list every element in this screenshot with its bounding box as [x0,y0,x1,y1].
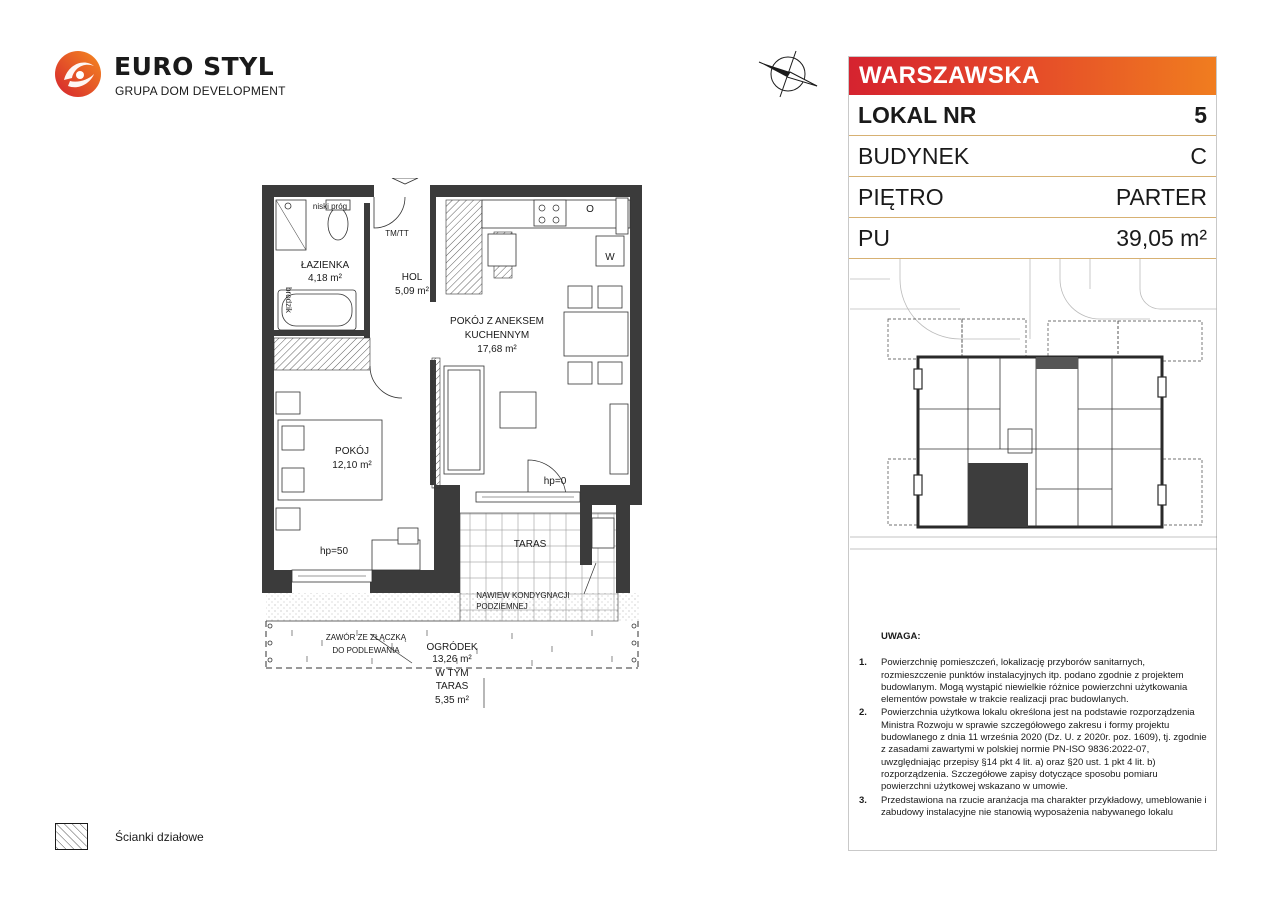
note-item [859,795,1209,820]
floor-value: PARTER [1115,183,1207,210]
living-area: 17,68 m² [477,344,517,355]
garden-incl-2: TARAS [435,681,469,692]
room-area: 12,10 m² [332,460,372,471]
valve-note-2: DO PODLEWANIA [332,646,400,655]
note-number: 3. [859,794,867,806]
info-row-area [849,218,1216,259]
building-label: BUDYNEK [858,142,970,169]
hatch-swatch-icon [55,823,88,850]
note-item [859,657,1209,706]
investment-name: WARSZAWSKA [849,57,1216,95]
note-number: 1. [859,657,867,669]
valve-note-1: ZAWÓR ZE ZŁĄCZKĄ [325,633,407,642]
bathroom-area: 4,18 m² [308,273,342,284]
overhang-note-1: NAWIEW KONDYGNACJI [476,591,570,600]
living-name-2: KUCHENNYM [464,330,530,341]
info-row-floor [849,177,1216,218]
notes [859,631,1209,820]
floor-plan-drawing [262,178,644,708]
notes-title: UWAGA: [881,631,921,642]
floor-plan [262,178,644,708]
tm-tt-note: TM/TT [385,229,409,238]
floor-label: PIĘTRO [858,183,944,210]
sill-room: hp=50 [319,546,349,557]
legend [55,823,255,851]
terrace-name: TARAS [513,539,547,550]
note-text: Przedstawiona na rzucie aranżacja ma charakter przykładowy, umeblowanie i zabudowy instalacyjne nie stanowią wyposażenia nabywanego lokalu [881,794,1207,818]
building-value: C [1190,142,1207,169]
shower-note: brodzik [284,287,293,313]
brand-name: EURO STYL [114,52,275,81]
overhang-note-2: PODZIEMNEJ [476,602,528,611]
garden-incl-area: 5,35 m² [435,695,469,706]
bathroom-name: ŁAZIENKA [300,260,350,271]
note-number: 2. [859,707,867,719]
euro-styl-logo-icon [54,50,102,98]
brand-tagline: GRUPA DOM DEVELOPMENT [115,84,286,98]
note-text: Powierzchnia użytkowa lokalu określona jest na podstawie rozporządzenia Ministra Rozwoju w sprawie szczegółowego zakresu i formy projektu budowlanego z dnia 11 września 2020 (Dz. U. z 2020r. poz. 1609), tj. zgodnie z zasadami zawartymi w polskiej normie PN-ISO 9836:2022-07, uwzględniając przepisy §14 pkt 4 lit. a) oraz §20 ust. 1 pkt 4 lit. b) rozporządzenia. Szczegółowe zapisy dotyczące sposobu pomiaru powierzchni użytkowej wskazano w umowie. [881,707,1207,793]
north-arrow-icon [756,48,820,100]
garden-name: OGRÓDEK [426,642,478,653]
note-text: Powierzchnię pomieszczeń, lokalizację przyborów sanitarnych, rozmieszczenie punktów instalacyjnych itp. podano zgodnie z projektem budowlanym. Mogą wystąpić niewielkie różnice powierzchni użytkowania elementów powstałe w trakcie realizacji prac budowlanych. [881,657,1188,706]
legend-label: Ścianki działowe [115,830,204,844]
brand-logo [54,50,284,100]
sill-living: hp=0 [543,476,567,487]
apartment-info-panel [848,56,1217,851]
fridge-mark: W [605,252,615,263]
hall-name: HOL [401,272,423,283]
threshold-note: niski próg [312,202,348,211]
area-label: PU [858,224,890,251]
unit-label: LOKAL NR [858,101,977,128]
info-row-unit [849,95,1216,136]
note-item [859,707,1209,793]
area-value: 39,05 m² [1116,224,1207,251]
unit-value: 5 [1194,101,1207,128]
hall-area: 5,09 m² [395,286,429,297]
room-name: POKÓJ [335,446,369,457]
garden-incl-1: W TYM [435,668,469,679]
garden-area: 13,26 m² [432,654,472,665]
living-name-1: POKÓJ Z ANEKSEM [450,316,544,327]
oven-mark: O [586,204,594,215]
building-key-plan [850,259,1217,619]
info-row-building [849,136,1216,177]
